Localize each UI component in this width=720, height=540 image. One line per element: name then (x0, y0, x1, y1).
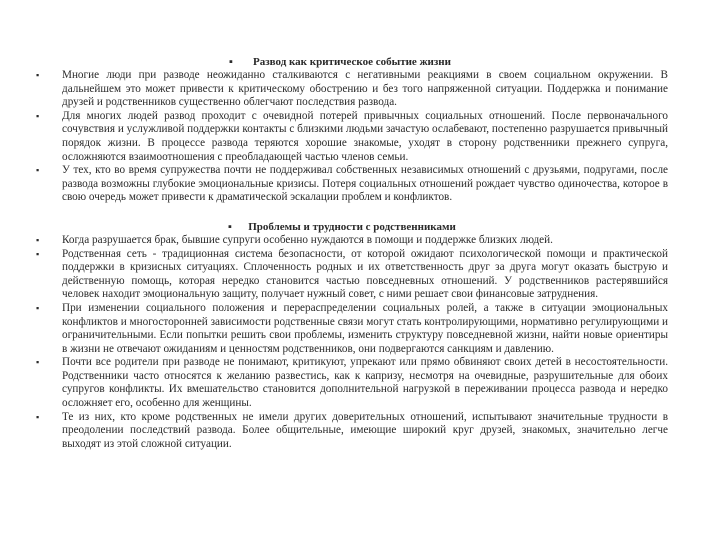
bullet: ▪ (36, 234, 40, 245)
item-text: Те из них, кто кроме родственных не имели других доверительных отношений, испытывают значительные трудности в преодолении последствий развода. Более общительные, имеющие широкий круг друзей, знакомых, значительно легче выходят из этой сложной ситуации. (62, 410, 668, 450)
list-item (36, 248, 668, 302)
list-item (36, 411, 668, 452)
list-item (36, 234, 668, 248)
bullet: ▪ (229, 56, 233, 68)
list-item (36, 356, 668, 410)
bullet: ▪ (36, 110, 40, 121)
section-relatives-problems (36, 220, 668, 452)
bullet: ▪ (36, 165, 40, 176)
item-text: Для многих людей развод проходит с очевидной потерей привычных социальных отношений. После первоначального сочувствия и услужливой поддержки контакты с близкими людьми зачастую ослабевают, постепенно разрушается привычный порядок жизни. В процессе развода теряются хорошие знакомые, уходят в сторону родственники прежнего супруга, осложняются взаимоотношения с преобладающей частью членов семьи. (62, 109, 668, 163)
heading-text: Проблемы и трудности с родственниками (248, 220, 456, 233)
item-text: При изменении социального положения и перераспределении социальных ролей, а также в ситуации эмоциональных конфликтов и многосторонней зависимости родственные связи могут стать контролирующими, нормативно регулирующими и ограничительными. Если попытки решить свои проблемы, изменить структуру повседневной жизни, найти новые ориентиры в жизни не отвечают ожиданиям и ценностям родственников, они подвергаются санкциям и давлению. (62, 301, 668, 355)
bullet: ▪ (36, 70, 40, 80)
list-item (36, 302, 668, 356)
heading-text: Развод как критическое событие жизни (253, 56, 451, 68)
section-heading (36, 55, 668, 69)
list-item (36, 69, 668, 110)
bullet: ▪ (36, 411, 40, 422)
bullet: ▪ (36, 357, 40, 368)
document (36, 55, 668, 451)
item-text: Почти все родители при разводе не понимают, критикуют, упрекают или прямо обвиняют своих детей в несостоятельности. Родственники часто относятся к желанию развестись, как к капризу, несмотря на очевидные, разрушительные для обоих супругов конфликты. Их вмешательство становится дополнительной нагрузкой в переживании процесса развода и нередко осложняет его, особенно для женщины. (62, 356, 668, 410)
bullet: ▪ (36, 248, 40, 259)
bullet: ▪ (36, 302, 40, 313)
item-text: Родственная сеть - традиционная система безопасности, от которой ожидают психологической помощи и практической поддержки в кризисных ситуациях. Сплоченность родных и их ответственность друг за друга могут оказать быструю и действенную помощь, которая нередко становится частью повседневных отношений. У родственников растерявшийся человек находит эмоциональную защиту, получает нужный совет, с ними решает свои финансовые затруднения. (62, 247, 668, 301)
section-divorce-crisis (36, 55, 668, 205)
list-item (36, 164, 668, 205)
bullet: ▪ (228, 220, 232, 233)
list-item (36, 110, 668, 164)
item-text: Многие люди при разводе неожиданно сталкиваются с негативными реакциями в своем социальном окружении. В дальнейшем это может привести к критическому обострению и без того напряженной ситуации. Поддержка и понимание друзей и родственников существенно облегчают последствия развода. (62, 69, 668, 109)
item-text: Когда разрушается брак, бывшие супруги особенно нуждаются в помощи и поддержке близких людей. (62, 233, 553, 246)
section-heading (36, 220, 668, 234)
item-text: У тех, кто во время супружества почти не поддерживал собственных независимых отношений с друзьями, подругами, после развода возможны глубокие эмоциональные кризисы. Потеря социальных отношений рождает чувство одиночества, которое в свою очередь может привести к драматической эскалации проблем и конфликтов. (62, 164, 668, 204)
